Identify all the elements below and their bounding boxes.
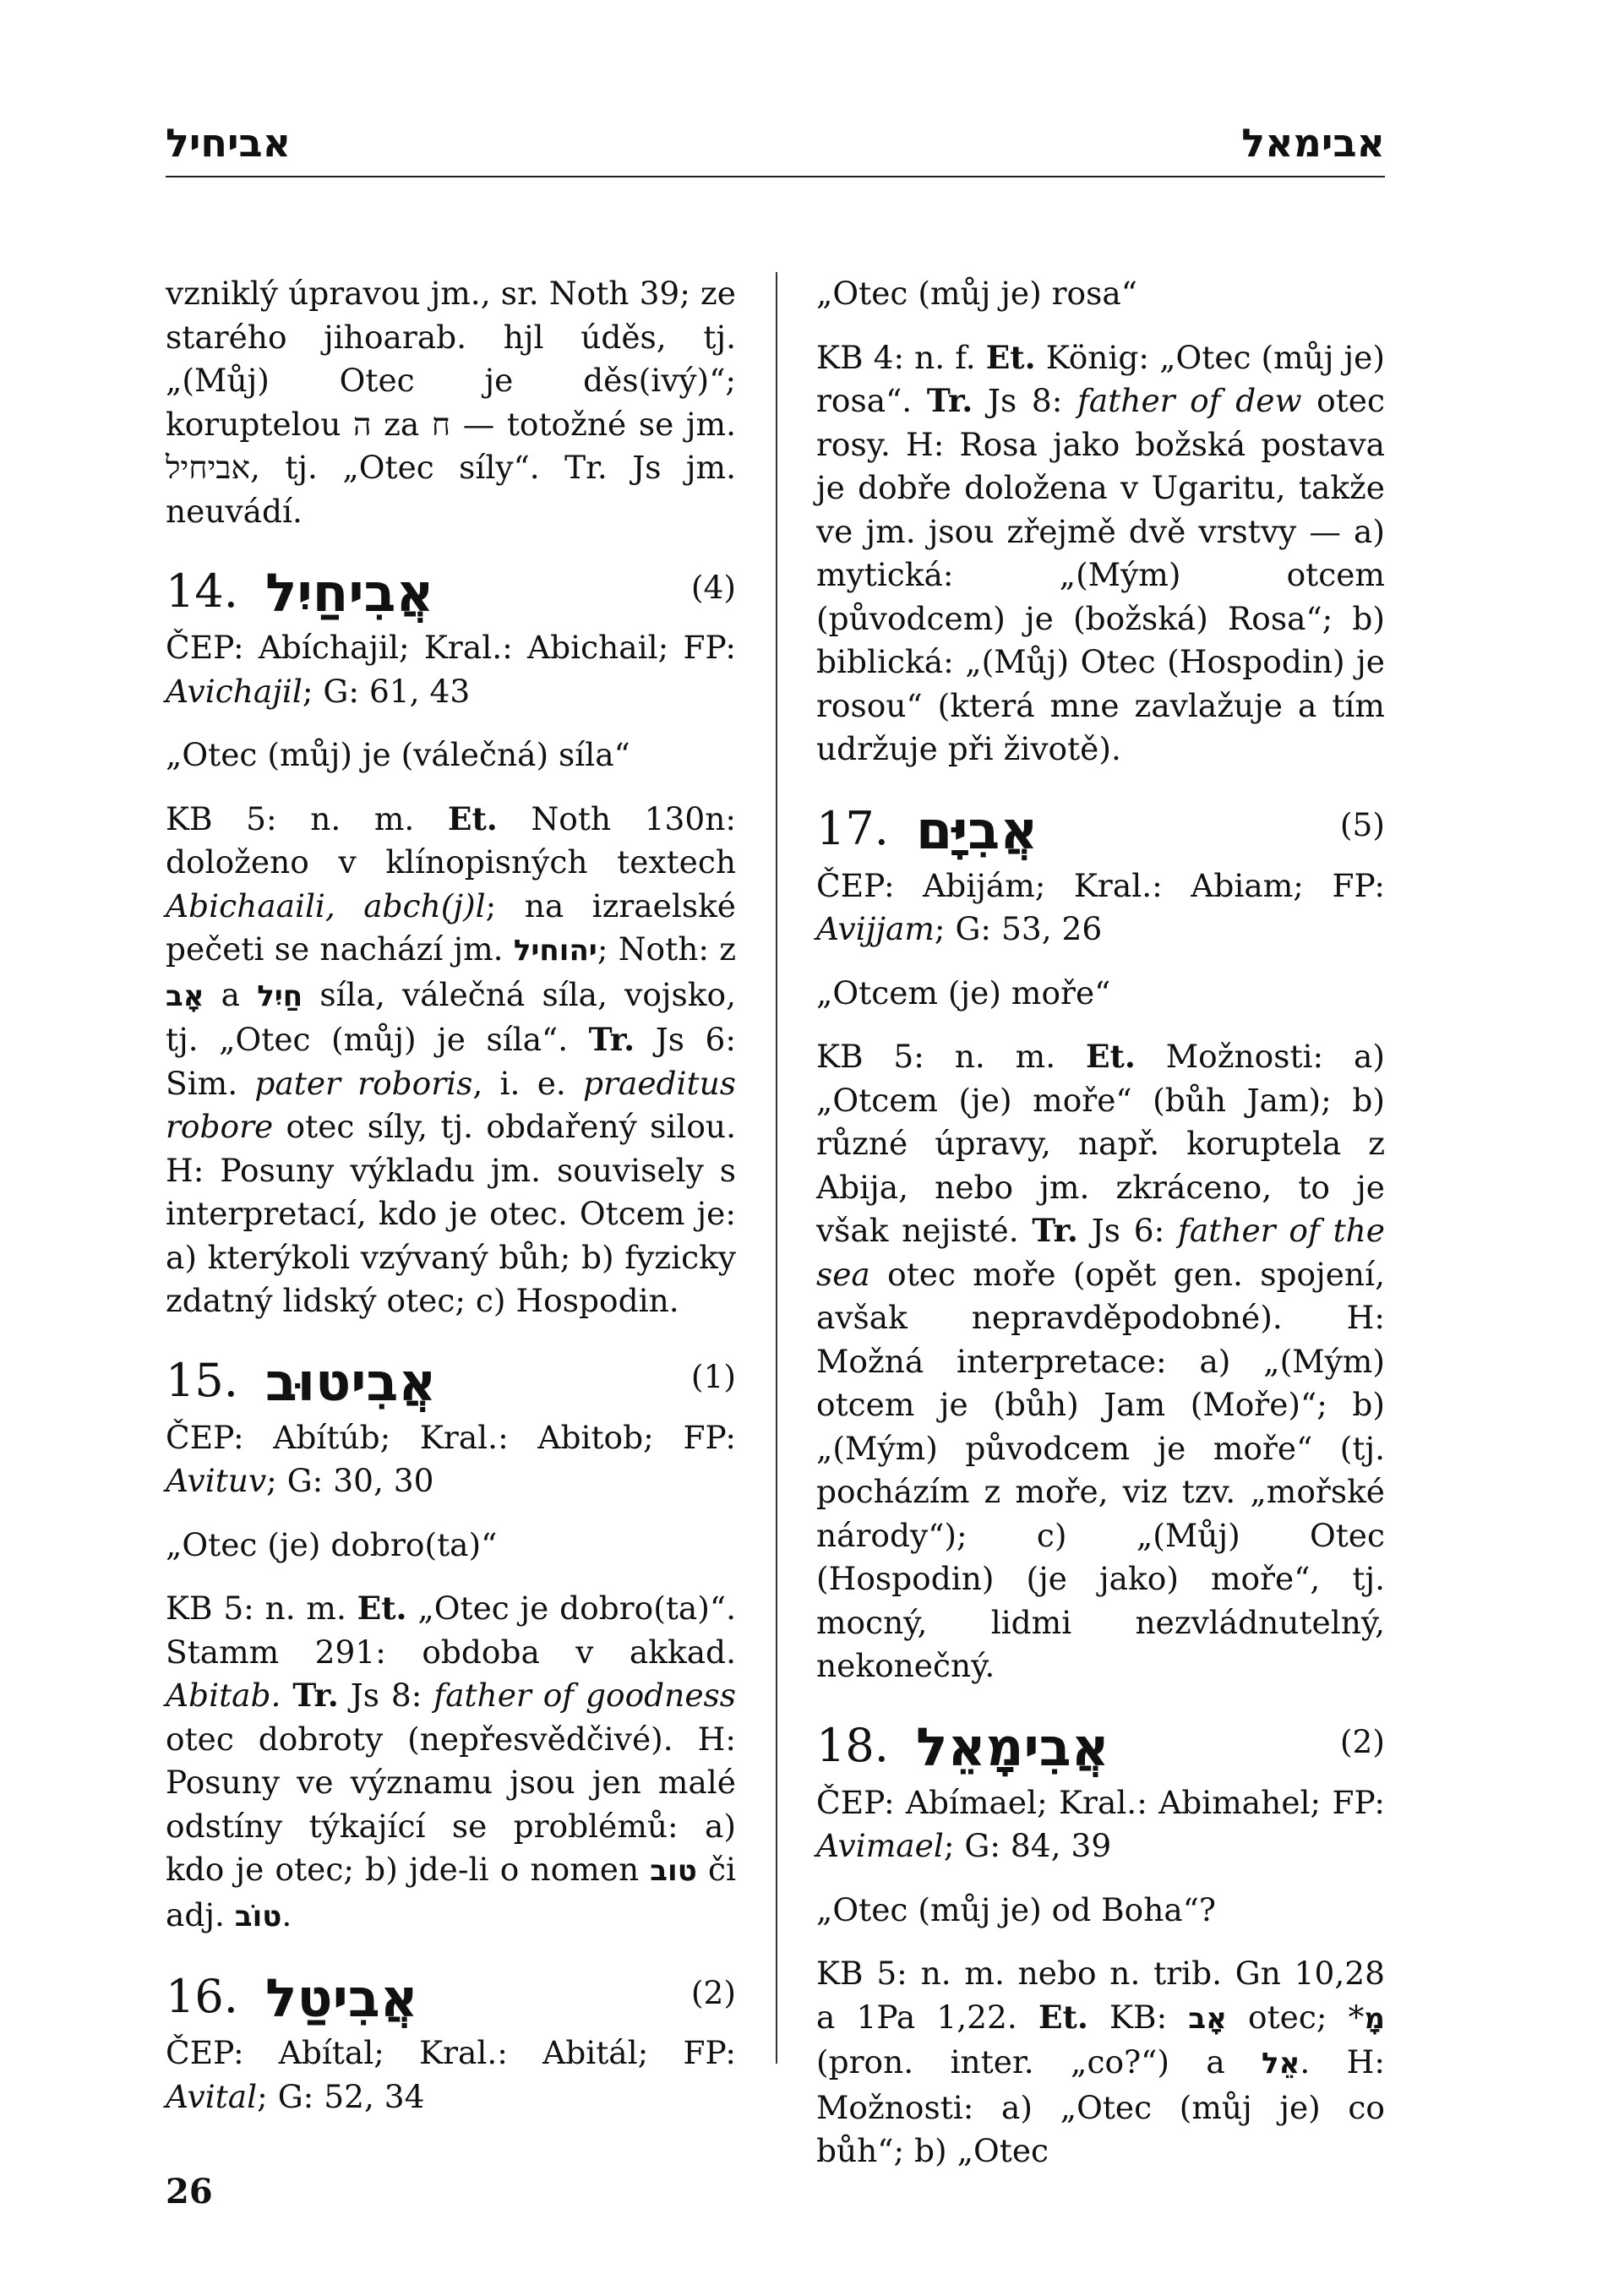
entry-count: (2): [690, 1973, 736, 2011]
entry-hebrew-name: אֲבִיטוּב: [265, 1351, 437, 1413]
right-column: [816, 272, 1385, 2194]
entry-hebrew-name: אֲבִיָּם: [916, 799, 1038, 861]
entry-17-heading: [816, 794, 1385, 861]
entry-count: (4): [690, 568, 736, 606]
entry-hebrew-name: אֲבִיחַיִל: [265, 561, 434, 624]
entry-count: (1): [690, 1358, 736, 1395]
entry-17-commentary: KB 5: n. m. Et. Možnosti: a) „Otcem (je) moře“ (bůh Jam); b) různé úpravy, např. koruptela z Abija, nebo jm. zkráceno, to je však nejisté. Tr. Js 6: father of the sea otec moře (opět gen. spojení, avšak nepravděpodobné). H: Možná interpretace: a) „(Mým) otcem je (bůh) Jam (Moře)“; b) „(Mým) původcem je moře“ (tj. pocházím z moře, viz tzv. „mořské národy“); c) „(Můj) Otec (Hospodin) (je jako) moře“, tj. mocný, lidmi nezvládnutelný, nekonečný.: [816, 1038, 1385, 1684]
entry-14-translations: ČEP: Abíchajil; Kral.: Abichail; FP: Avichajil; G: 61, 43: [166, 629, 736, 710]
entry-number: 14.: [166, 564, 238, 618]
entry-16-heading: [166, 1961, 736, 2029]
entry-number: 18.: [816, 1719, 889, 1772]
left-column: [166, 272, 736, 2139]
entry-count: (5): [1339, 806, 1385, 843]
entry-hebrew-name: אֲבִימָאֵל: [916, 1716, 1109, 1778]
header-right-word: אבימאל: [1241, 120, 1385, 166]
running-header: [166, 120, 1385, 177]
entry-14-meaning: „Otec (můj) je (válečná) síla“: [166, 736, 630, 773]
continued-meaning: „Otec (můj je) rosa“: [816, 275, 1137, 312]
column-divider: [776, 272, 777, 2064]
entry-18-heading: [816, 1710, 1385, 1778]
entry-15-translations: ČEP: Abítúb; Kral.: Abitob; FP: Avituv; G: 30, 30: [166, 1418, 736, 1499]
entry-number: 16.: [166, 1969, 238, 2023]
entry-hebrew-name: אֲבִיטַל: [265, 1966, 418, 2029]
entry-16-translations: ČEP: Abítal; Kral.: Abitál; FP: Avital; G: 52, 34: [166, 2034, 736, 2115]
entry-number: 15.: [166, 1354, 238, 1407]
entry-18-commentary: KB 5: n. m. nebo n. trib. Gn 10,28 a 1Pa 1,22. Et. KB: אָב otec; *מָ (pron. inter. „co?“) a אֵל. H: Možnosti: a) „Otec (můj je) co bůh“; b) „Otec: [816, 1955, 1385, 2169]
entry-17-translations: ČEP: Abijám; Kral.: Abiam; FP: Avijjam; G: 53, 26: [816, 866, 1385, 947]
continued-commentary: KB 4: n. f. Et. König: „Otec (můj je) rosa“. Tr. Js 8: father of dew otec rosy. H: Rosa jako božská postava je dobře doložena v Ugaritu, takže ve jm. jsou zřejmě dvě vrstvy — a) mytická: „(Mým) otcem (původcem) je (božská) Rosa“; b) biblická: „(Můj) Otec (Hospodin) je rosou“ (která mne zavlažuje a tím udržuje při životě).: [816, 338, 1386, 767]
entry-17-meaning: „Otcem (je) moře“: [816, 973, 1111, 1012]
entry-14-commentary: KB 5: n. m. Et. Noth 130n: doloženo v klínopisných textech Abichaaili, abch(j)l; na izraelské pečeti se nachází jm. יהוחיל; Noth: z אָב a חַיִל síla, válečná síla, vojsko, tj. „Otec (můj) je síla“. Tr. Js 6: Sim. pater roboris, i. e. praeditus robore otec síly, tj. obdařený silou. H: Posuny výkladu jm. souvisely s interpretací, kdo je otec. Otcem je: a) kterýkoli vzývaný bůh; b) fyzicky zdatný lidský otec; c) Hospodin.: [166, 799, 736, 1319]
entry-15-meaning: „Otec (je) dobro(ta)“: [166, 1525, 498, 1563]
entry-15-commentary: KB 5: n. m. Et. „Otec je dobro(ta)“. Stamm 291: obdoba v akkad. Abitab. Tr. Js 8: father of goodness otec dobroty (nepřesvědčivé). H: Posuny ve významu jsou jen malé odstíny týkající se problémů: a) kdo je otec; b) jde-li o nomen טוב či adj. טוֹב.: [166, 1590, 737, 1933]
continued-text: vzniklý úpravou jm., sr. Noth 39; ze starého jihoarab. hjl úděs, tj. „(Můj) Otec je děs(ivý)“; koruptelou ה za ח — totožné se jm. אביחיל, tj. „Otec síly“. Tr. Js jm. neuvádí.: [166, 275, 736, 530]
entry-number: 17.: [816, 802, 889, 855]
entry-18-translations: ČEP: Abímael; Kral.: Abimahel; FP: Avimael; G: 84, 39: [816, 1783, 1385, 1864]
page-number: 26: [166, 2172, 213, 2211]
header-left-word: אביחיל: [166, 120, 292, 166]
entry-15-heading: [166, 1345, 736, 1413]
entry-14-heading: [166, 555, 736, 624]
entry-18-meaning: „Otec (můj je) od Boha“?: [816, 1890, 1217, 1928]
entry-count: (2): [1339, 1723, 1385, 1760]
